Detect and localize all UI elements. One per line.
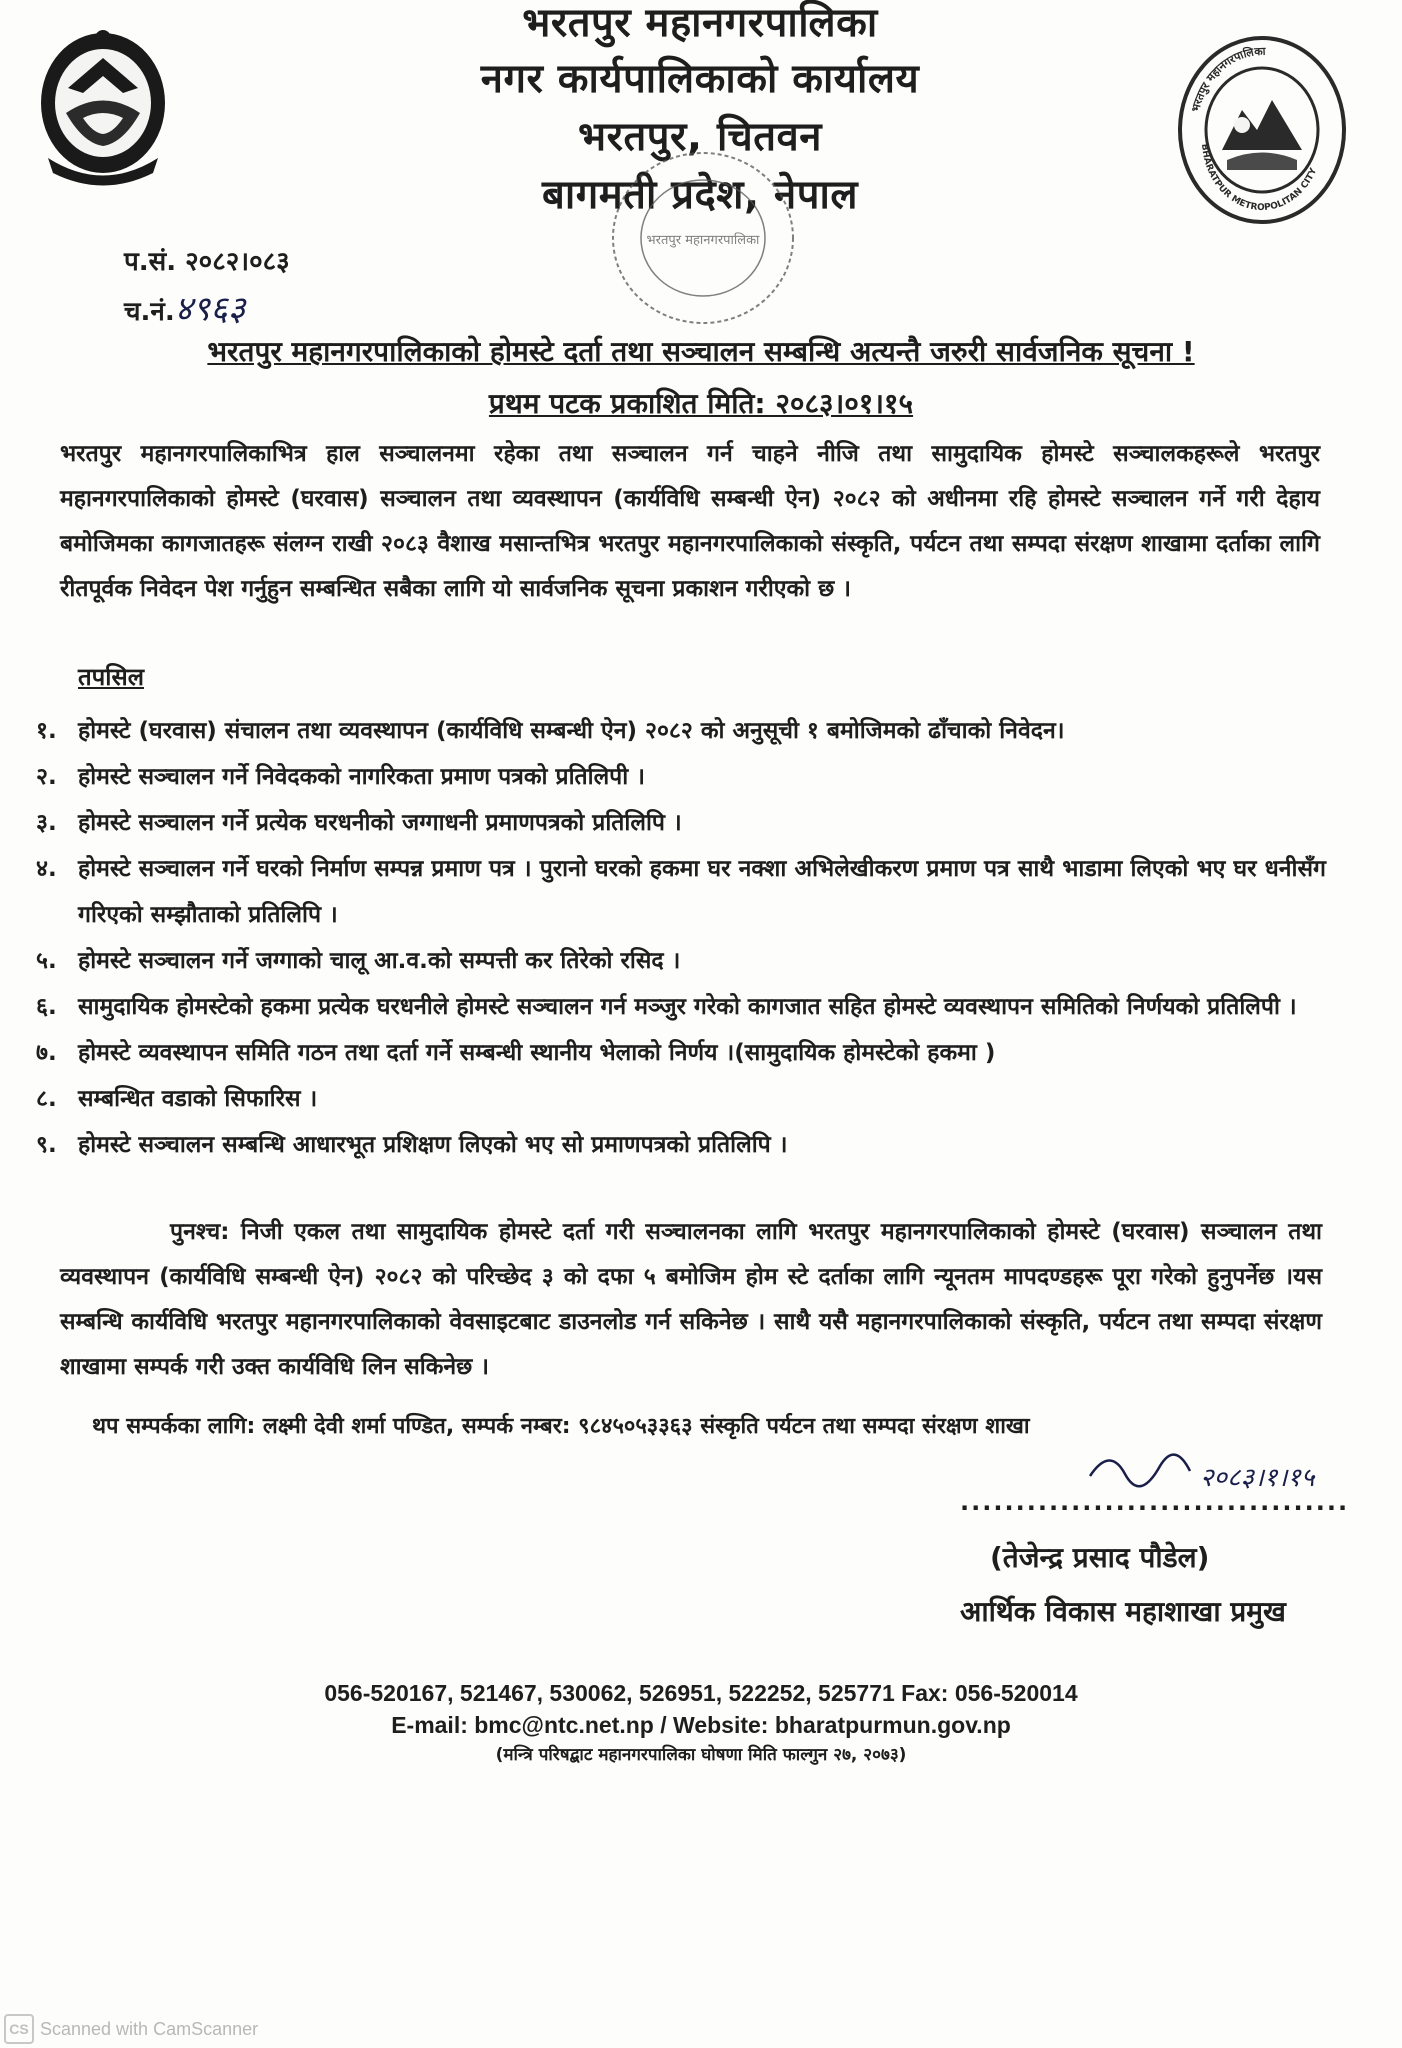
list-item-text: होमस्टे सञ्चालन गर्ने निवेदकको नागरिकता प्रमाण पत्रको प्रतिलिपी ।: [78, 764, 645, 790]
list-item-number: २.: [36, 764, 57, 790]
list-item: [36, 984, 1326, 1030]
signature-line: ...................................: [960, 1488, 1350, 1516]
list-item: [36, 1076, 1326, 1122]
intro-paragraph: भरतपुर महानगरपालिकाभित्र हाल सञ्चालनमा रहेका तथा सञ्चालन गर्न चाहने नीजि तथा सामुदायिक होमस्टे सञ्चालकहरूले भरतपुर महानगरपालिकाको होमस्टे (घरवास) सञ्चालन तथा व्यवस्थापन (कार्यविधि सम्बन्धी ऐन) २०८२ को अधीनमा रहि होमस्टे सञ्चालन गर्ने गरी देहाय बमोजिमका कागजातहरू संलग्न राखी २०८३ वैशाख मसान्तभित्र भरतपुर महानगरपालिकाको संस्कृति, पर्यटन तथा सम्पदा संरक्षण शाखामा दर्ताका लागि रीतपूर्वक निवेदन पेश गर्नुहुन सम्बन्धित सबैका लागि यो सार्वजनिक सूचना प्रकाशन गरीएको छ ।: [60, 441, 1320, 602]
header-location: भरतपुर, चितवन: [578, 114, 822, 160]
list-item: [36, 754, 1326, 800]
chalani-label: च.नं.: [124, 297, 175, 327]
header-municipality-name: भरतपुर महानगरपालिका: [522, 0, 878, 46]
patra-sankhya: प.सं. २०८२।०८३: [124, 247, 290, 277]
camscanner-text: Scanned with CamScanner: [40, 2018, 259, 2039]
nepal-emblem-logo: [28, 18, 178, 188]
chalani-handwritten-number: ४९६३: [174, 289, 246, 329]
svg-text:BHARATPUR METROPOLITAN CITY: BHARATPUR METROPOLITAN CITY: [1199, 143, 1320, 214]
list-item-number: ५.: [36, 948, 57, 974]
list-item: [36, 1030, 1326, 1076]
header-office-name: नगर कार्यपालिकाको कार्यालय: [480, 56, 920, 102]
svg-text:२०८३।१।१५: २०८३।१।१५: [1200, 1463, 1315, 1493]
svg-text:भरतपुर महानगरपालिका: भरतपुर महानगरपालिका: [646, 233, 760, 248]
footer-phones: 056-520167, 521467, 530062, 526951, 522252, 525771 Fax: 056-520014: [324, 1680, 1078, 1706]
list-item-text: होमस्टे (घरवास) संचालन तथा व्यवस्थापन (कार्यविधि सम्बन्धी ऐन) २०८२ को अनुसूची १ बमोजिमको ढाँचाको निवेदन।: [78, 718, 1065, 744]
list-item-text: होमस्टे सञ्चालन गर्ने प्रत्येक घरधनीको जग्गाधनी प्रमाणपत्रको प्रतिलिपि ।: [78, 810, 682, 836]
required-documents-list: [36, 708, 1326, 1168]
camscanner-icon: CS: [4, 2014, 34, 2044]
signatory-role: आर्थिक विकास महाशाखा प्रमुख: [960, 1595, 1286, 1628]
list-item-number: ८.: [36, 1086, 57, 1112]
contact-info: थप सम्पर्कका लागि: लक्ष्मी देवी शर्मा पण्डित, सम्पर्क नम्बर: ९८४५०५३३६३ संस्कृति पर्यटन तथा सम्पदा संरक्षण शाखा: [92, 1414, 1030, 1439]
footer-note: (मन्त्रि परिषद्बाट महानगरपालिका घोषणा मिति फाल्गुन २७, २०७३): [495, 1745, 907, 1765]
list-item-number: ४.: [36, 856, 57, 882]
office-stamp: [598, 138, 808, 338]
list-item-number: ७.: [36, 1040, 57, 1066]
list-item-number: ३.: [36, 810, 57, 836]
list-item-text: सम्बन्धित वडाको सिफारिस ।: [78, 1086, 318, 1112]
list-item: [36, 846, 1326, 938]
list-item: [36, 800, 1326, 846]
list-item-text: होमस्टे व्यवस्थापन समिति गठन तथा दर्ता गर्ने सम्बन्धी स्थानीय भेलाको निर्णय ।(सामुदायिक होमस्टेको हकमा ): [78, 1040, 996, 1066]
list-item-number: ९.: [36, 1132, 57, 1158]
camscanner-watermark: [4, 2014, 258, 2044]
list-item: [36, 708, 1326, 754]
details-heading: तपसिल: [78, 663, 145, 691]
list-item-number: ६.: [36, 994, 57, 1020]
header-province: बागमती प्रदेश, नेपाल: [542, 172, 858, 218]
postscript-paragraph: पुनश्च: निजी एकल तथा सामुदायिक होमस्टे दर्ता गरी सञ्चालनका लागि भरतपुर महानगरपालिकाको होमस्टे (घरवास) सञ्चालन तथा व्यवस्थापन (कार्यविधि सम्बन्धी ऐन) २०८२ को परिच्छेद ३ को दफा ५ बमोजिम होम स्टे दर्ताका लागि न्यूनतम मापदण्डहरू पूरा गरेको हुनुपर्नेछ ।यस सम्बन्धि कार्यविधि भरतपुर महानगरपालिकाको वेवसाइटबाट डाउनलोड गर्न सकिनेछ । साथै यसै महानगरपालिकाको संस्कृति, पर्यटन तथा सम्पदा संरक्षण शाखामा सम्पर्क गरी उक्त कार्यविधि लिन सकिनेछ ।: [60, 1219, 1322, 1380]
footer-email-website: E-mail: bmc@ntc.net.np / Website: bharatpurmun.gov.np: [391, 1712, 1011, 1738]
chalani-number: [124, 284, 245, 330]
list-item-text: सामुदायिक होमस्टेको हकमा प्रत्येक घरधनीले होमस्टे सञ्चालन गर्न मञ्जुर गरेको कागजात सहित होमस्टे व्यवस्थापन समितिको निर्णयको प्रतिलिपी ।: [78, 994, 1297, 1020]
list-item: [36, 938, 1326, 984]
metropolitan-seal-logo: [1172, 30, 1352, 230]
published-date: प्रथम पटक प्रकाशित मिति: २०८३।०१।१५: [488, 387, 914, 420]
list-item-number: १.: [36, 718, 57, 744]
list-item-text: होमस्टे सञ्चालन गर्ने घरको निर्माण सम्पन्न प्रमाण पत्र । पुरानो घरको हकमा घर नक्शा अभिलेखीकरण प्रमाण पत्र साथै भाडामा लिएको भए घर धनीसँग गरिएको सम्झौताको प्रतिलिपि ।: [78, 856, 1326, 928]
svg-text:भरतपुर महानगरपालिका: भरतपुर महानगरपालिका: [1189, 44, 1266, 114]
list-item: [36, 1122, 1326, 1168]
signatory-name: (तेजेन्द्र प्रसाद पौडेल): [990, 1541, 1210, 1574]
list-item-text: होमस्टे सञ्चालन सम्बन्धि आधारभूत प्रशिक्षण लिएको भए सो प्रमाणपत्रको प्रतिलिपि ।: [78, 1132, 788, 1158]
notice-title: भरतपुर महानगरपालिकाको होमस्टे दर्ता तथा सञ्चालन सम्बन्धि अत्यन्तै जरुरी सार्वजनिक सूचना !: [207, 335, 1195, 368]
list-item-text: होमस्टे सञ्चालन गर्ने जग्गाको चालू आ.व.को सम्पत्ती कर तिरेको रसिद ।: [78, 948, 681, 974]
